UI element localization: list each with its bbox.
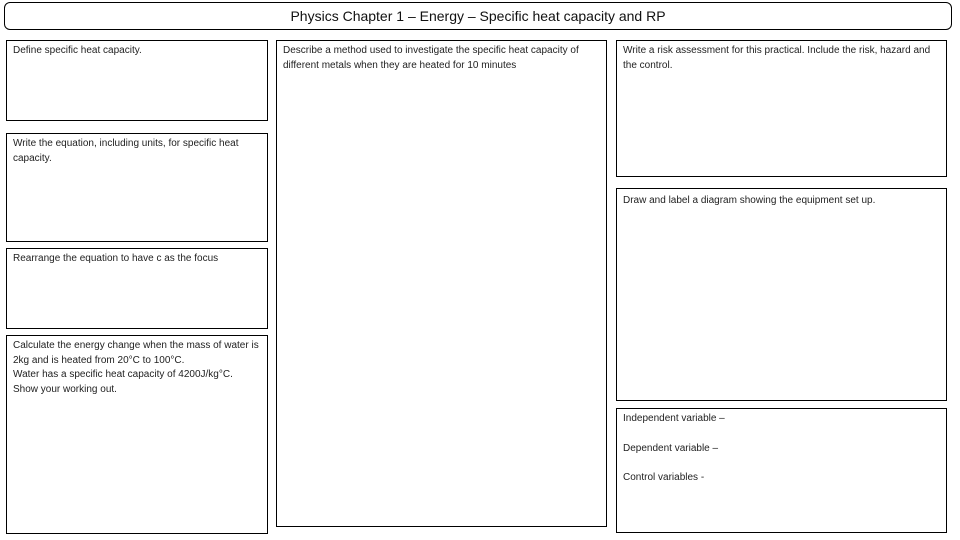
- define-shc-prompt: Define specific heat capacity.: [13, 45, 142, 56]
- method-box[interactable]: [276, 40, 607, 527]
- define-shc-box[interactable]: [6, 40, 268, 121]
- risk-assessment-box[interactable]: [616, 40, 947, 177]
- equation-box[interactable]: [6, 133, 268, 242]
- control-variables-label: Control variables -: [623, 472, 705, 483]
- calculation-question: Calculate the energy change when the mass of water is 2kg and is heated from 20°C to 100°C.: [13, 340, 259, 366]
- rearrange-box[interactable]: [6, 248, 268, 329]
- calculation-instruction: Show your working out.: [13, 383, 117, 395]
- diagram-box[interactable]: [616, 188, 947, 401]
- method-prompt: Describe a method used to investigate the specific heat capacity of different metals when they are heated for 10 minutes: [283, 45, 579, 71]
- diagram-prompt: Draw and label a diagram showing the equipment set up.: [623, 195, 876, 206]
- page-title: Physics Chapter 1 – Energy – Specific heat capacity and RP: [4, 2, 952, 30]
- equation-prompt: Write the equation, including units, for specific heat capacity.: [13, 138, 239, 164]
- rearrange-prompt: Rearrange the equation to have c as the focus: [13, 253, 219, 264]
- calculation-given-shc: Water has a specific heat capacity of 4200J/kg°C.: [13, 369, 233, 380]
- independent-variable-label: Independent variable –: [623, 413, 725, 424]
- calculation-box[interactable]: [6, 335, 268, 534]
- variables-box[interactable]: [616, 408, 947, 533]
- risk-assessment-prompt: Write a risk assessment for this practical. Include the risk, hazard and the control.: [623, 45, 931, 71]
- dependent-variable-label: Dependent variable –: [623, 442, 719, 454]
